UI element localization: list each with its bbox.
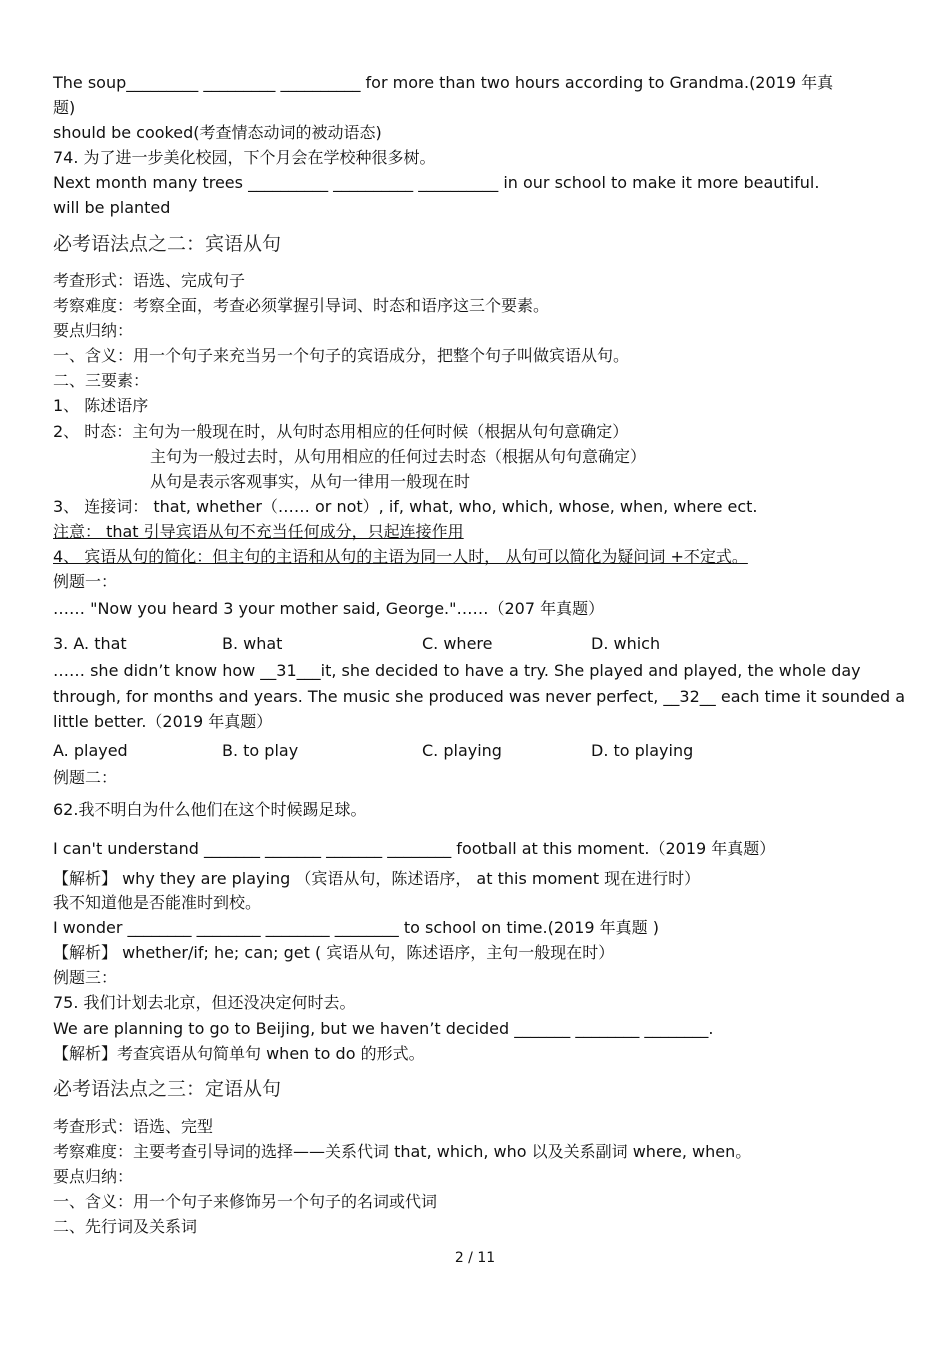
line: should be cooked(考查情态动词的被动语态) [53, 123, 382, 142]
note-line: 注意： that 引导宾语从句不充当任何成分，只起连接作用 [53, 522, 464, 541]
line: 主句为一般过去时，从句用相应的任何过去时态（根据从句句意确定） [150, 447, 647, 466]
line: little better.（2019 年真题） [53, 712, 273, 731]
line: …… she didn’t know how __31___it, she decided to have a try. She played and played, the whole day [53, 661, 861, 680]
option: B. to play [222, 741, 299, 760]
option: D. which [591, 634, 661, 653]
line: 考察难度：考察全面，考查必须掌握引导词、时态和语序这三个要素。 [53, 296, 550, 315]
line: 75. 我们计划去北京，但还没决定何时去。 [53, 993, 356, 1012]
line: 二、三要素： [53, 371, 150, 390]
line: 要点归纳： [53, 321, 134, 340]
line: …… "Now you heard 3 your mother said, George."……（207 年真题） [53, 599, 605, 618]
line: 【解析】 why they are playing （宾语从句，陈述语序， at this moment 现在进行时） [53, 869, 701, 888]
option: C. where [422, 634, 493, 653]
line: 一、含义：用一个句子来充当另一个句子的宾语成分，把整个句子叫做宾语从句。 [53, 346, 630, 365]
line: Next month many trees __________ __________ __________ in our school to make it more beautiful. [53, 173, 820, 192]
line: 【解析】 whether/if; he; can; get ( 宾语从句，陈述语序，主句一般现在时） [53, 943, 615, 962]
page-number: 2 / 11 [454, 1250, 496, 1266]
option: C. playing [422, 741, 502, 760]
line: 我不知道他是否能准时到校。 [53, 893, 262, 912]
line: I can't understand _______ _______ _______ ________ football at this moment.（2019 年真题） [53, 839, 776, 858]
line: 3、 连接词： that, whether（…… or not）, if, what, who, which, whose, when, where ect. [53, 497, 758, 516]
section-heading: 必考语法点之三：定语从句 [53, 1078, 282, 1100]
line: 一、含义：用一个句子来修饰另一个句子的名词或代词 [53, 1192, 438, 1211]
line: 例题二： [53, 768, 118, 787]
option: A. played [53, 741, 128, 760]
line: I wonder ________ ________ ________ ________ to school on time.(2019 年真题 ) [53, 918, 659, 937]
line: 题) [53, 98, 76, 117]
line: 从句是表示客观事实，从句一律用一般现在时 [150, 472, 471, 491]
line: 例题一： [53, 572, 118, 591]
line: 考查形式：语选、完型 [53, 1117, 214, 1136]
line: 考察难度：主要考查引导词的选择——关系代词 that, which, who 以及关系副词 where, when。 [53, 1142, 752, 1161]
line: 二、先行词及关系词 [53, 1217, 198, 1236]
line: 74. 为了进一步美化校园，下个月会在学校种很多树。 [53, 148, 436, 167]
option: D. to playing [591, 741, 694, 760]
line: We are planning to go to Beijing, but we haven’t decided _______ ________ ________. [53, 1019, 714, 1038]
line: 例题三： [53, 968, 118, 987]
line: 2、 时态：主句为一般现在时，从句时态用相应的任何时候（根据从句句意确定） [53, 422, 629, 441]
line: through, for months and years. The music she produced was never perfect, __32__ each time it sounded a [53, 687, 906, 706]
option: 3. A. that [53, 634, 127, 653]
option: B. what [222, 634, 283, 653]
line: 要点归纳： [53, 1167, 134, 1186]
note-line: 4、 宾语从句的简化：但主句的主语和从句的主语为同一人时， 从句可以简化为疑问词 +不定式。 [53, 547, 748, 566]
line: 考查形式：语选、完成句子 [53, 271, 246, 290]
line: will be planted [53, 198, 171, 217]
line: 1、 陈述语序 [53, 396, 149, 415]
section-heading: 必考语法点之二：宾语从句 [53, 233, 282, 255]
line: 【解析】考查宾语从句简单句 when to do 的形式。 [53, 1044, 425, 1063]
line: 62.我不明白为什么他们在这个时候踢足球。 [53, 800, 367, 819]
line: The soup_________ _________ __________ for more than two hours according to Grandma.(2019 年真 [53, 73, 834, 92]
